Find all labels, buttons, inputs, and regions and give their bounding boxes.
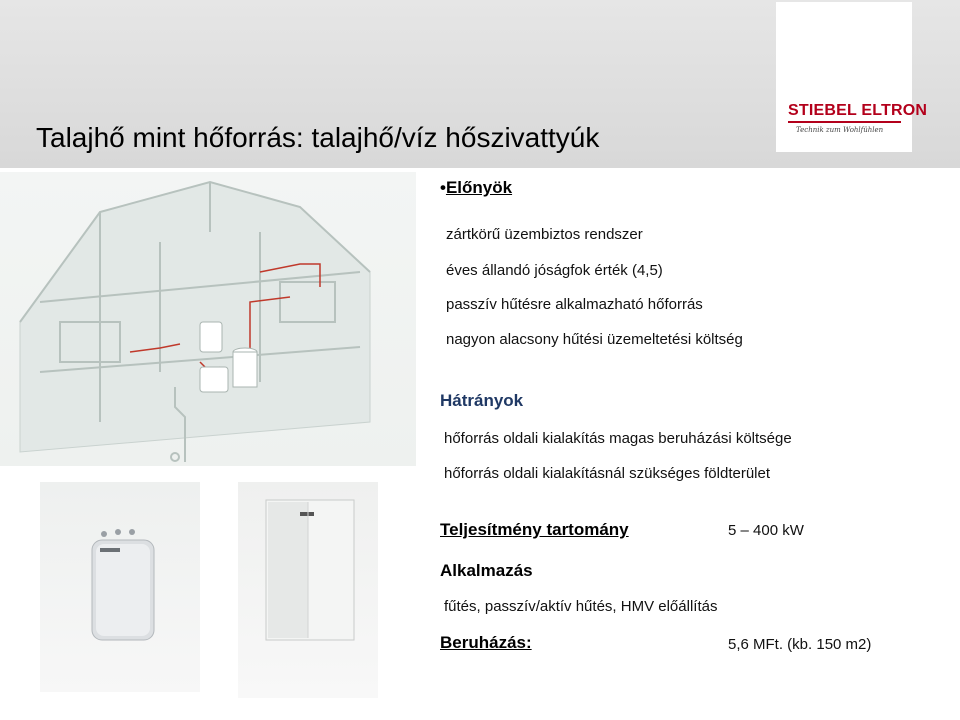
logo-brand-text: STIEBEL ELTRON <box>788 102 928 119</box>
logo-underline <box>788 121 901 123</box>
application-label: Alkalmazás <box>440 561 533 580</box>
advantage-item: éves állandó jóságfok érték (4,5) <box>446 262 663 279</box>
application-value: fűtés, passzív/aktív hűtés, HMV előállítás <box>444 598 718 615</box>
disadvantage-item: hőforrás oldali kialakítás magas beruházási költsége <box>444 430 792 447</box>
advantage-item: nagyon alacsony hűtési üzemeltetési költség <box>446 331 743 348</box>
advantages-heading <box>440 178 512 198</box>
disadvantages-heading: Hátrányok <box>440 391 524 410</box>
brand-logo <box>776 2 928 152</box>
bullet-marker: • <box>440 178 446 197</box>
performance-label: Teljesítmény tartomány <box>440 520 629 539</box>
advantages-heading-text: Előnyök <box>445 178 513 197</box>
performance-value: 5 – 400 kW <box>728 522 804 539</box>
disadvantage-item: hőforrás oldali kialakításnál szükséges földterület <box>444 465 771 482</box>
investment-label: Beruházás: <box>440 633 532 652</box>
advantage-item: zártkörű üzembiztos rendszer <box>446 226 643 243</box>
investment-value: 5,6 MFt. (kb. 150 m2) <box>728 636 872 653</box>
slide-title: Talajhő mint hőforrás: talajhő/víz hőszivattyúk <box>36 122 600 153</box>
heat-pump-compact-photo <box>40 482 200 692</box>
heat-pump-large-photo <box>238 482 378 698</box>
advantage-item: passzív hűtésre alkalmazható hőforrás <box>446 296 703 313</box>
logo-tagline: Technik zum Wohlfühlen <box>796 126 884 134</box>
house-cutaway-illustration <box>0 172 416 466</box>
